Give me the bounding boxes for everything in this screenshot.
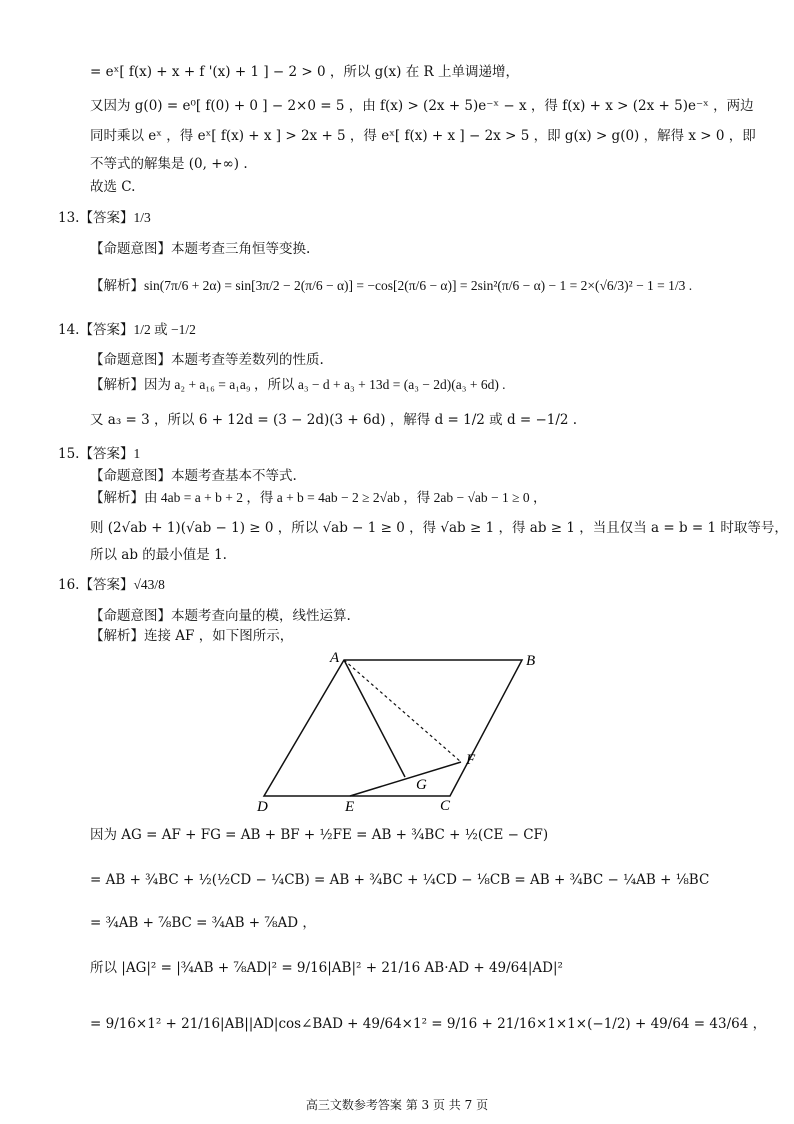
q16-answer: √43/8	[133, 577, 165, 592]
q16-answer-label: 【答案】	[79, 577, 134, 593]
label-g: G	[416, 777, 427, 793]
q12-cont-line-1: = eˣ[ f(x) + x + f '(x) + 1 ] − 2 > 0 ，所以 g(x) 在 R 上单调递增，	[90, 64, 519, 80]
q12-cont-line-2: 又因为 g(0) = e⁰[ f(0) + 0 ] − 2×0 = 5 ，由 f(x) > (2x + 5)e⁻ˣ − x ，得 f(x) + x > (2x + 5)e⁻ˣ ，两边	[90, 98, 754, 114]
q16-step-4: 所以 |AG|² = |¾AB + ⅞AD|² = 9/16|AB|² + 21/16 AB·AD + 49/64|AD|²	[90, 960, 563, 976]
q16-step-3: = ¾AB + ⅞BC = ¾AB + ⅞AD ，	[90, 915, 316, 931]
q15-solution-line-2: 则 (2√ab + 1)(√ab − 1) ≥ 0 ，所以 √ab − 1 ≥ 0 ，得 √ab ≥ 1 ，得 ab ≥ 1 ，当且仅当 a = b = 1 时取等号，	[90, 520, 788, 536]
q13-solution: sin(7π/6 + 2α) = sin[3π/2 − 2(π/6 − α)] = −cos[2(π/6 − α)] = 2sin²(π/6 − α) − 1 = 2×(√6/3)² − 1 = 1/3 .	[144, 278, 693, 293]
q15-solution-line-1	[90, 488, 547, 508]
q14-solution-line-2: 又 a₃ = 3 ，所以 6 + 12d = (3 − 2d)(3 + 6d) ，解得 d = 1/2 或 d = −1/2 .	[90, 412, 578, 428]
page-footer: 高三文数参考答案 第 3 页 共 7 页	[305, 1098, 489, 1112]
q13-solution-label: 【解析】	[90, 278, 144, 294]
q16-step-2: = AB + ¾BC + ½(½CD − ¼CB) = AB + ¾BC + ¼CD − ⅛CB = AB + ¾BC − ¼AB + ⅛BC	[90, 872, 710, 888]
segment-a-g	[344, 660, 405, 777]
q14-number: 14.	[58, 322, 80, 338]
q15-solution-label: 【解析】	[90, 490, 144, 506]
q15-intent-line	[90, 466, 297, 486]
q16-intent-line	[90, 606, 351, 626]
q13-answer-line	[58, 208, 151, 228]
q14-answer-line	[58, 320, 196, 340]
q14-intent-line	[90, 350, 324, 370]
q13-number: 13.	[58, 210, 80, 226]
parallelogram-figure	[252, 648, 552, 816]
q15-answer-label: 【答案】	[79, 446, 134, 462]
q14-intent: 本题考查等差数列的性质.	[171, 352, 324, 368]
q15-solution-1: 由 4ab = a + b + 2 ，得 a + b = 4ab − 2 ≥ 2√ab ，得 2ab − √ab − 1 ≥ 0 ，	[144, 490, 547, 505]
q13-intent: 本题考查三角恒等变换.	[171, 241, 311, 257]
q13-answer: 1/3	[133, 210, 151, 225]
q14-intent-label: 【命题意图】	[90, 352, 171, 368]
q14-solution-line-1	[90, 375, 506, 395]
q16-solution-1: 连接 AF ，如下图所示，	[144, 628, 294, 644]
q16-answer-line	[58, 575, 165, 595]
q16-intent: 本题考查向量的模，线性运算.	[171, 608, 351, 624]
q12-cont-line-4: 不等式的解集是 (0, +∞) .	[90, 156, 248, 172]
q14-solution-1: 因为 a₂ + a₁₆ = a₁a₉ ，所以 a₃ − d + a₃ + 13d = (a₃ − 2d)(a₃ + 6d) .	[144, 377, 506, 392]
label-a: A	[330, 650, 340, 666]
q16-solution-label: 【解析】	[90, 628, 144, 644]
label-d: D	[257, 799, 268, 815]
q13-solution-line	[90, 276, 692, 296]
q13-intent-label: 【命题意图】	[90, 241, 171, 257]
q15-intent-label: 【命题意图】	[90, 468, 171, 484]
q12-cont-line-5: 故选 C.	[90, 179, 136, 195]
q14-answer: 1/2 或 −1/2	[133, 322, 196, 337]
parallelogram-abcd	[264, 660, 522, 796]
q13-answer-label: 【答案】	[79, 210, 134, 226]
q15-answer: 1	[133, 446, 141, 461]
q12-cont-line-3: 同时乘以 eˣ ，得 eˣ[ f(x) + x ] > 2x + 5 ，得 eˣ[ f(x) + x ] − 2x > 5 ，即 g(x) > g(0) ，解得 x > 0 ，即	[90, 128, 756, 144]
q16-solution-line-1	[90, 626, 293, 646]
label-b: B	[526, 653, 536, 669]
segment-a-f-dashed	[344, 660, 461, 762]
q15-number: 15.	[58, 446, 80, 462]
q15-answer-line	[58, 444, 140, 464]
label-f: F	[466, 752, 476, 768]
q16-step-1: 因为 AG = AF + FG = AB + BF + ½FE = AB + ¾BC + ½(CE − CF)	[90, 827, 549, 843]
q15-intent: 本题考查基本不等式.	[171, 468, 297, 484]
label-e: E	[345, 799, 355, 815]
q15-solution-line-3: 所以 ab 的最小值是 1.	[90, 547, 227, 563]
segment-e-f	[350, 762, 461, 796]
q16-intent-label: 【命题意图】	[90, 608, 171, 624]
q13-intent-line	[90, 239, 310, 259]
label-c: C	[440, 798, 451, 814]
q16-step-5: = 9/16×1² + 21/16|AB||AD|cos∠BAD + 49/64×1² = 9/16 + 21/16×1×1×(−1/2) + 49/64 = 43/64 ，	[90, 1016, 767, 1032]
q16-number: 16.	[58, 577, 80, 593]
q14-answer-label: 【答案】	[79, 322, 134, 338]
q14-solution-label: 【解析】	[90, 377, 144, 393]
